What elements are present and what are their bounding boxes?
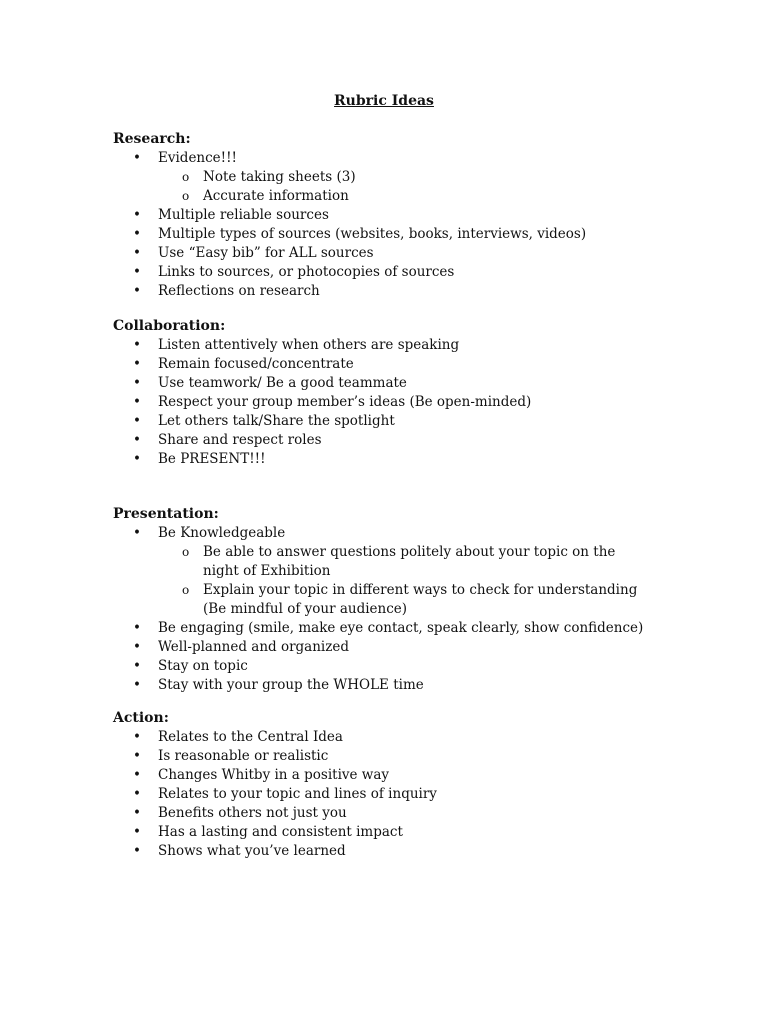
sub-list-item: o Note taking sheets (3) <box>113 168 673 187</box>
section-heading: Presentation: <box>113 506 219 522</box>
list-item: • Be engaging (smile, make eye contact, speak clearly, show confidence) <box>113 619 673 638</box>
list-item: • Be Knowledgeable <box>113 524 673 543</box>
sub-list-item: o Be able to answer questions politely about your topic on the night of Exhibition <box>113 543 673 581</box>
list-item: • Remain focused/concentrate <box>113 355 673 374</box>
list-item: • Use “Easy bib” for ALL sources <box>113 244 673 263</box>
bullet-list <box>113 524 673 695</box>
section-action <box>113 709 673 861</box>
bullet-list <box>113 728 673 861</box>
list-item: • Evidence!!! <box>113 149 673 168</box>
list-item: • Shows what you’ve learned <box>113 842 673 861</box>
list-item: • Multiple reliable sources <box>113 206 673 225</box>
list-item: • Links to sources, or photocopies of sources <box>113 263 673 282</box>
sub-list-item: o Explain your topic in different ways to check for understanding (Be mindful of your audience) <box>113 581 673 619</box>
list-item: • Let others talk/Share the spotlight <box>113 412 673 431</box>
section-presentation <box>113 505 673 695</box>
list-item: • Changes Whitby in a positive way <box>113 766 673 785</box>
list-item: • Relates to your topic and lines of inquiry <box>113 785 673 804</box>
section-research <box>113 130 673 301</box>
list-item: • Share and respect roles <box>113 431 673 450</box>
list-item: • Be PRESENT!!! <box>113 450 673 469</box>
bullet-list <box>113 336 673 469</box>
page-title: Rubric Ideas <box>334 93 434 109</box>
list-item: • Relates to the Central Idea <box>113 728 673 747</box>
section-heading: Action: <box>113 710 169 726</box>
list-item: • Use teamwork/ Be a good teammate <box>113 374 673 393</box>
list-item: • Multiple types of sources (websites, books, interviews, videos) <box>113 225 673 244</box>
section-heading: Collaboration: <box>113 318 226 334</box>
list-item: • Stay on topic <box>113 657 673 676</box>
list-item: • Respect your group member’s ideas (Be open-minded) <box>113 393 673 412</box>
list-item: • Listen attentively when others are speaking <box>113 336 673 355</box>
list-item: • Has a lasting and consistent impact <box>113 823 673 842</box>
bullet-list <box>113 149 673 301</box>
list-item: • Reflections on research <box>113 282 673 301</box>
sub-list-item: o Accurate information <box>113 187 673 206</box>
section-heading: Research: <box>113 131 191 147</box>
section-collaboration <box>113 317 673 469</box>
list-item: • Benefits others not just you <box>113 804 673 823</box>
list-item: • Well-planned and organized <box>113 638 673 657</box>
list-item: • Is reasonable or realistic <box>113 747 673 766</box>
list-item: • Stay with your group the WHOLE time <box>113 676 673 695</box>
